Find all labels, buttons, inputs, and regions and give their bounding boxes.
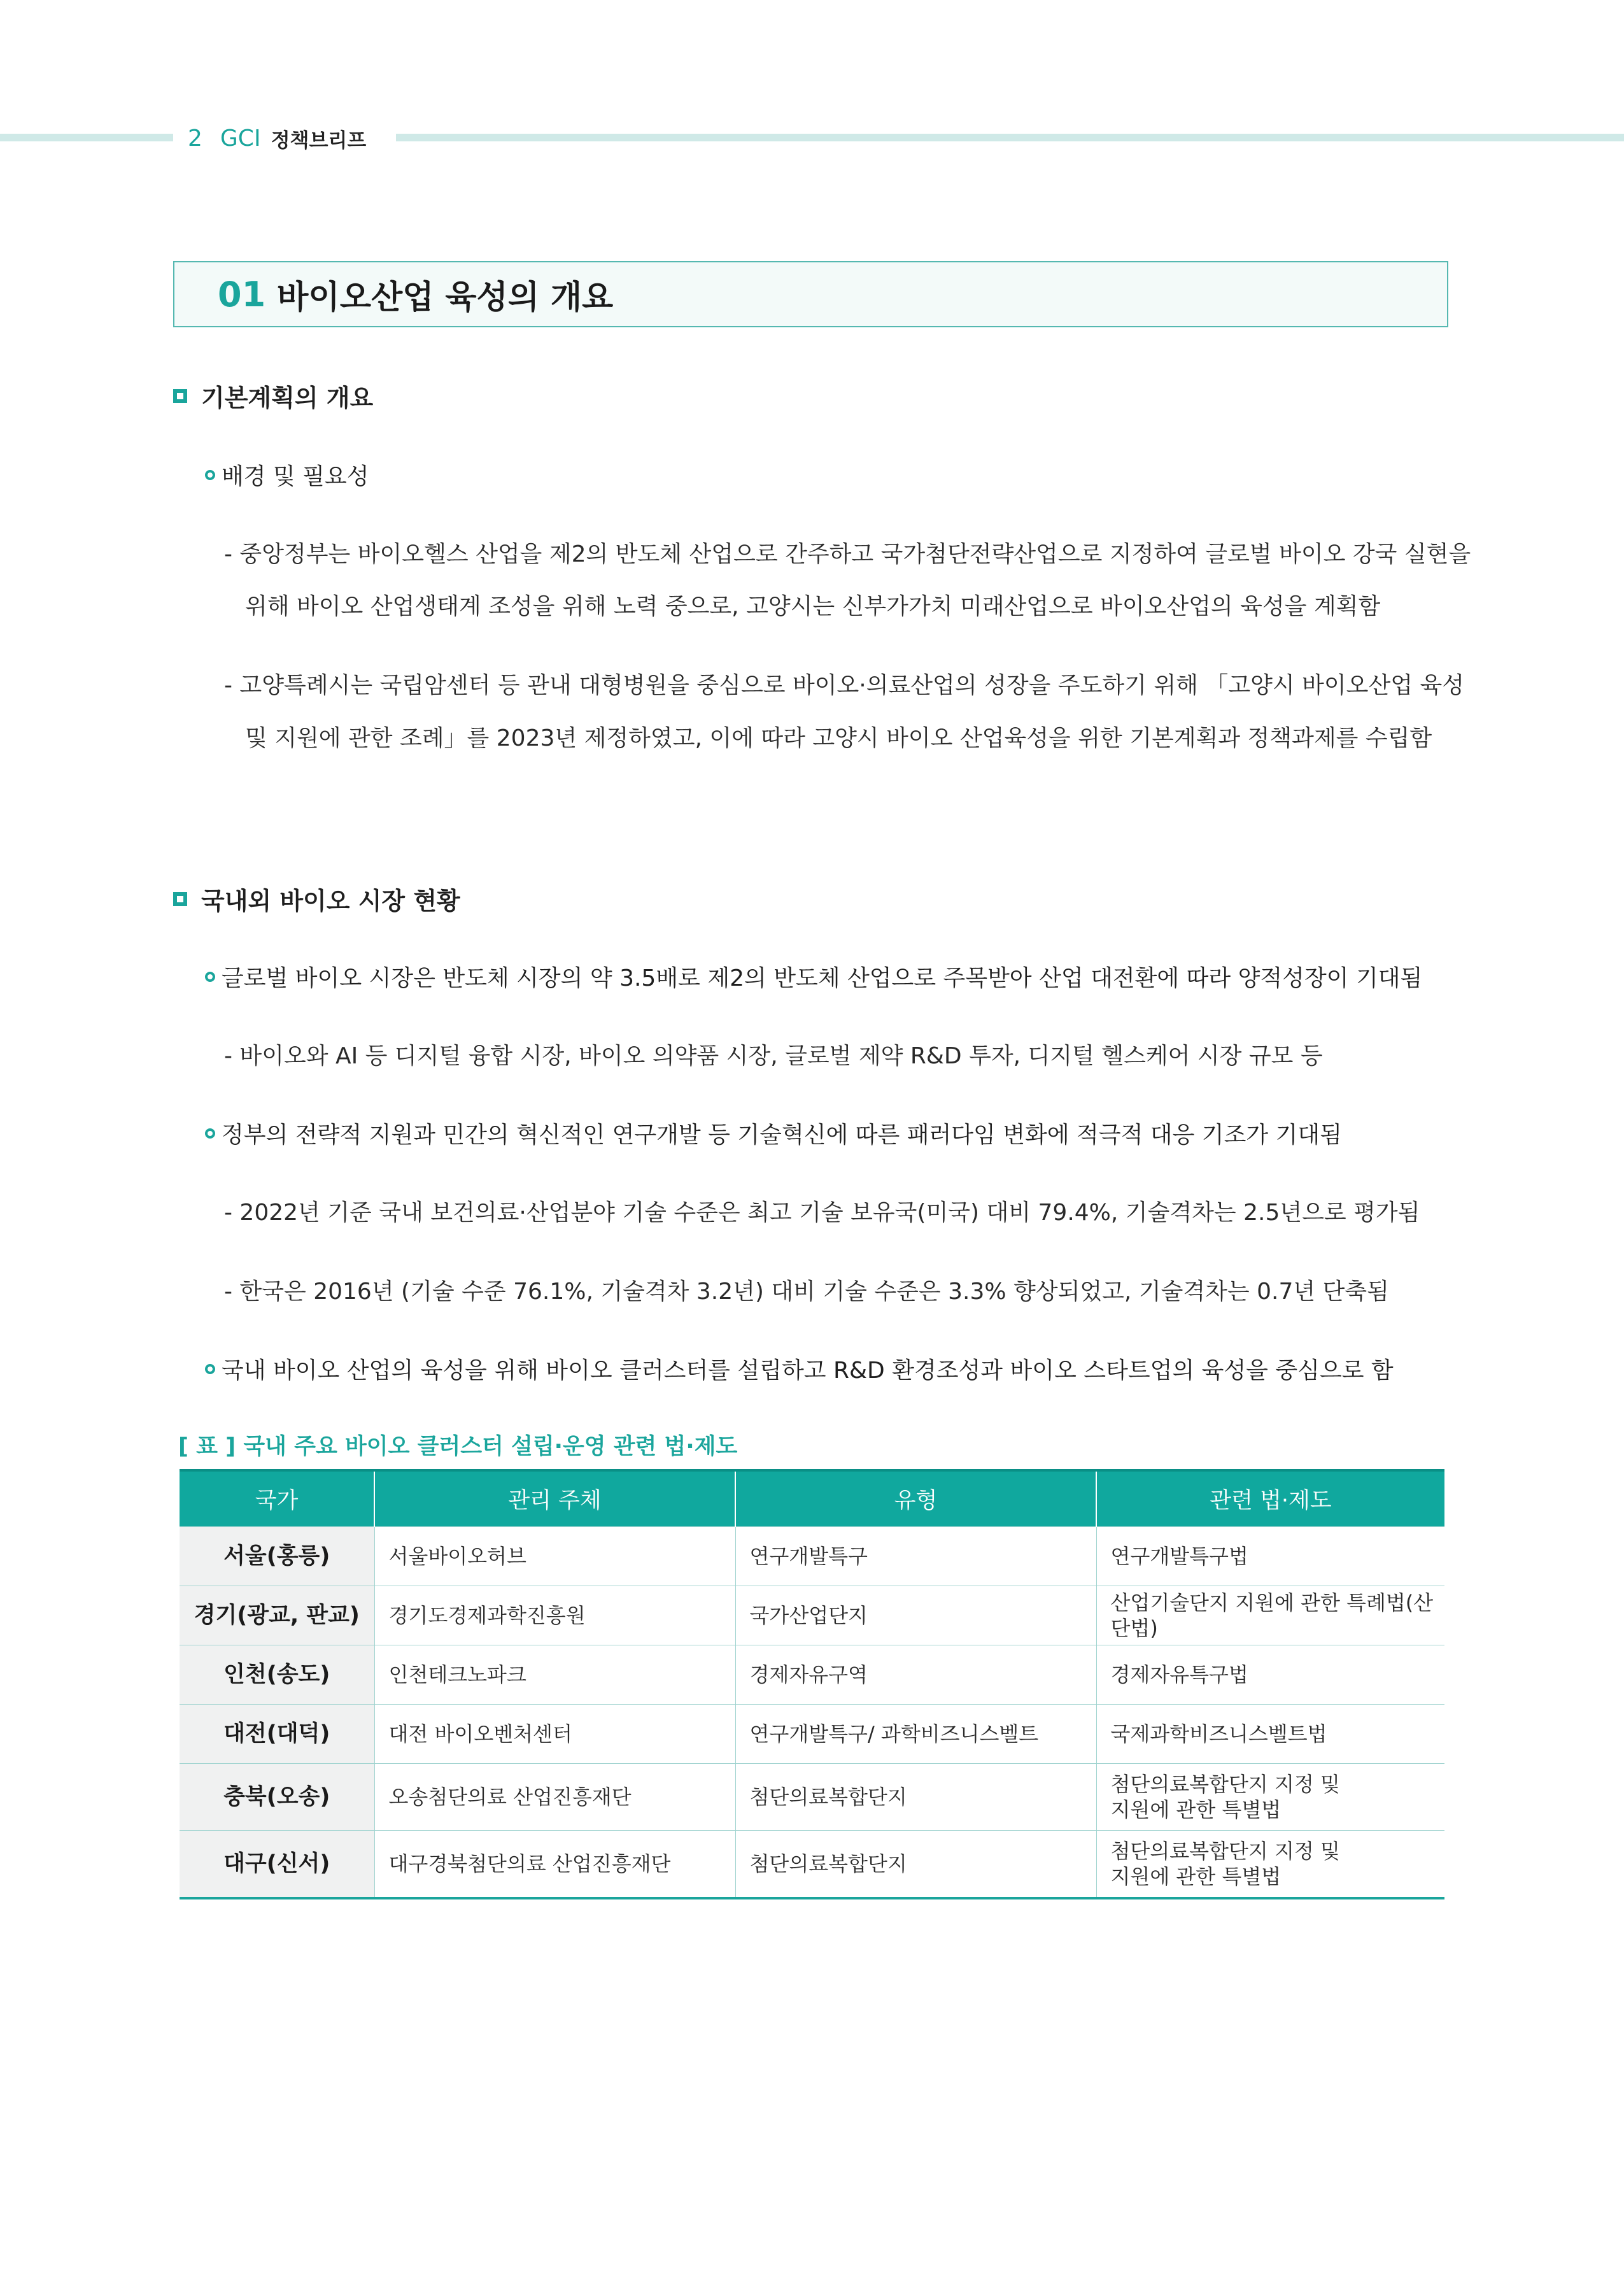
paragraph-line: - 바이오와 AI 등 디지털 융합 시장, 바이오 의약품 시장, 글로벌 제약 R&D 투자, 디지털 헬스케어 시장 규모 등 <box>224 1043 1323 1069</box>
paragraph-line: - 2022년 기준 국내 보건의료·산업분야 기술 수준은 최고 기술 보유국(미국) 대비 79.4%, 기술격차는 2.5년으로 평가됨 <box>224 1200 1420 1226</box>
heading-basic-plan <box>173 378 373 413</box>
table-row <box>180 1831 1444 1899</box>
type-cell: 첨단의료복합단지 <box>735 1831 1096 1899</box>
law-line: 지원에 관한 특별법 <box>1110 1864 1282 1889</box>
paragraph-line: 및 지원에 관한 조례」를 2023년 제정하였고, 이에 따라 고양시 바이오 산업육성을 위한 기본계획과 정책과제를 수립함 <box>245 725 1432 751</box>
bullet-government-support <box>205 1117 1342 1149</box>
heading-text: 기본계획의 개요 <box>201 384 374 412</box>
country-cell: 서울(홍릉) <box>180 1527 374 1586</box>
table-caption: [ 표 ] 국내 주요 바이오 클러스터 설립·운영 관련 법·제도 <box>178 1434 738 1459</box>
page-number: 2 <box>188 125 202 152</box>
table-row <box>180 1586 1444 1645</box>
paragraph-line: - 한국은 2016년 (기술 수준 76.1%, 기술격차 3.2년) 대비 기술 수준은 3.3% 향상되었고, 기술격차는 0.7년 단축됨 <box>224 1279 1389 1305</box>
country-cell: 경기(광교, 판교) <box>180 1586 374 1645</box>
header-rule-right <box>396 134 1624 141</box>
brand-name: GCI <box>220 125 261 152</box>
manager-cell: 대전 바이오벤처센터 <box>374 1705 735 1764</box>
column-header: 유형 <box>735 1470 1096 1527</box>
country-cell: 대구(신서) <box>180 1831 374 1899</box>
circle-bullet-icon <box>205 1128 215 1139</box>
bullet-text: 배경 및 필요성 <box>222 464 369 490</box>
law-line: 국제과학비즈니스벨트법 <box>1110 1722 1327 1746</box>
square-bullet-icon <box>173 389 187 403</box>
bullet-global-market <box>205 960 1422 993</box>
circle-bullet-icon <box>205 470 215 480</box>
section-number: 01 <box>218 274 266 315</box>
bullet-domestic-cluster <box>205 1352 1394 1385</box>
bullet-text: 국내 바이오 산업의 육성을 위해 바이오 클러스터를 설립하고 R&D 환경조성과 바이오 스타트업의 육성을 중심으로 함 <box>222 1358 1394 1384</box>
circle-bullet-icon <box>205 972 215 982</box>
law-cell <box>1096 1831 1444 1899</box>
heading-market <box>173 881 460 916</box>
law-line: 첨단의료복합단지 지정 및 <box>1110 1772 1340 1796</box>
paragraph-line: 위해 바이오 산업생태계 조성을 위해 노력 중으로, 고양시는 신부가가치 미래산업으로 바이오산업의 육성을 계획함 <box>245 593 1381 620</box>
section-title: 바이오산업 육성의 개요 <box>277 279 614 316</box>
law-cell <box>1096 1645 1444 1705</box>
type-cell: 국가산업단지 <box>735 1586 1096 1645</box>
law-line: 경제자유특구법 <box>1110 1663 1248 1687</box>
type-cell: 첨단의료복합단지 <box>735 1764 1096 1831</box>
manager-cell: 대구경북첨단의료 산업진흥재단 <box>374 1831 735 1899</box>
law-cell <box>1096 1764 1444 1831</box>
type-cell: 연구개발특구 <box>735 1527 1096 1586</box>
column-header: 관련 법·제도 <box>1096 1470 1444 1527</box>
law-cell <box>1096 1527 1444 1586</box>
type-cell: 경제자유구역 <box>735 1645 1096 1705</box>
manager-cell: 경기도경제과학진흥원 <box>374 1586 735 1645</box>
table-header-row <box>180 1470 1444 1527</box>
manager-cell: 인천테크노파크 <box>374 1645 735 1705</box>
column-header: 관리 주체 <box>374 1470 735 1527</box>
running-header <box>188 122 366 154</box>
country-cell: 대전(대덕) <box>180 1705 374 1764</box>
law-line: 산업기술단지 지원에 관한 특례법(산단법) <box>1110 1591 1434 1640</box>
header-rule-left <box>0 134 173 141</box>
bullet-background <box>205 458 369 491</box>
type-cell: 연구개발특구/ 과학비즈니스벨트 <box>735 1705 1096 1764</box>
bullet-text: 글로벌 바이오 시장은 반도체 시장의 약 3.5배로 제2의 반도체 산업으로 주목받아 산업 대전환에 따라 양적성장이 기대됨 <box>222 965 1423 991</box>
manager-cell: 서울바이오허브 <box>374 1527 735 1586</box>
manager-cell: 오송첨단의료 산업진흥재단 <box>374 1764 735 1831</box>
table-row <box>180 1764 1444 1831</box>
publication-title: 정책브리프 <box>271 129 367 152</box>
table-row <box>180 1527 1444 1586</box>
law-line: 첨단의료복합단지 지정 및 <box>1110 1839 1340 1863</box>
law-cell <box>1096 1586 1444 1645</box>
table-row <box>180 1705 1444 1764</box>
law-cell <box>1096 1705 1444 1764</box>
heading-text: 국내외 바이오 시장 현황 <box>201 887 460 915</box>
square-bullet-icon <box>173 892 187 906</box>
section-title-box <box>173 261 1448 327</box>
cluster-table <box>180 1469 1444 1899</box>
table-row <box>180 1645 1444 1705</box>
paragraph-line: - 고양특례시는 국립암센터 등 관내 대형병원을 중심으로 바이오·의료산업의 성장을 주도하기 위해 「고양시 바이오산업 육성 <box>224 672 1464 699</box>
country-cell: 충북(오송) <box>180 1764 374 1831</box>
law-line: 연구개발특구법 <box>1110 1544 1248 1568</box>
column-header: 국가 <box>180 1470 374 1527</box>
country-cell: 인천(송도) <box>180 1645 374 1705</box>
bullet-text: 정부의 전략적 지원과 민간의 혁신적인 연구개발 등 기술혁신에 따른 패러다임 변화에 적극적 대응 기조가 기대됨 <box>222 1122 1342 1148</box>
circle-bullet-icon <box>205 1364 215 1374</box>
paragraph-line: - 중앙정부는 바이오헬스 산업을 제2의 반도체 산업으로 간주하고 국가첨단전략산업으로 지정하여 글로벌 바이오 강국 실현을 <box>224 541 1471 567</box>
law-line: 지원에 관한 특별법 <box>1110 1798 1282 1822</box>
